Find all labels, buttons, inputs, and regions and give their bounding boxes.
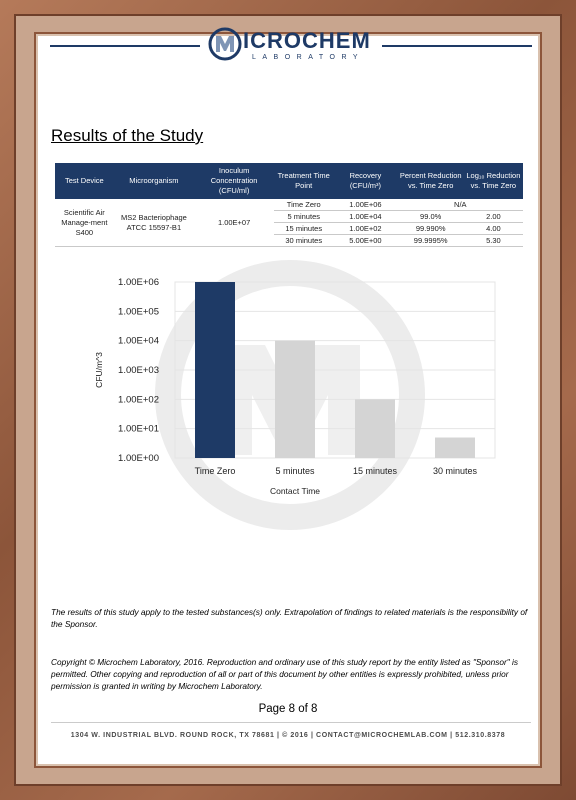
bar — [275, 341, 315, 458]
y-tick-label: 1.00E+00 — [118, 453, 159, 464]
col-header: Treatment Time Point — [274, 163, 333, 199]
y-tick-label: 1.00E+04 — [118, 335, 159, 347]
bar — [355, 399, 395, 458]
x-tick-label: 5 minutes — [275, 466, 315, 476]
cell-inoculum: 1.00E+07 — [194, 199, 274, 247]
footer-rule — [51, 722, 531, 723]
cell-percent: 99.990% — [398, 223, 464, 235]
col-header: Percent Reduction vs. Time Zero — [398, 163, 464, 199]
cell-recovery: 5.00E+00 — [333, 235, 397, 247]
logo-subtitle: LABORATORY — [252, 54, 365, 61]
cell-percent: 99.0% — [398, 211, 464, 223]
y-tick-label: 1.00E+05 — [118, 306, 159, 318]
cell-percent: 99.9995% — [398, 235, 464, 247]
page-number: Page 8 of 8 — [258, 703, 318, 715]
col-header: Log₁₀ Reduction vs. Time Zero — [464, 163, 523, 199]
cell-recovery: 1.00E+02 — [333, 223, 397, 235]
x-tick-label: Time Zero — [194, 466, 236, 476]
header-rule-left — [50, 45, 200, 47]
reduction-chart — [80, 268, 510, 508]
cell-log: 2.00 — [464, 211, 523, 223]
table-header-row — [55, 163, 523, 199]
copyright-notice: Copyright © Microchem Laboratory, 2016. Reproduction and ordinary use of this study report by the entity listed as "Sponsor" is permitted. Other copying and reproduction of all or part of this document by other entities is expressly prohibited, unless prior permission is granted in writing by Microchem Laboratory. — [51, 657, 519, 691]
col-header: Microorganism — [114, 163, 194, 199]
cell-time: Time Zero — [274, 199, 333, 211]
cell-recovery: 1.00E+06 — [333, 199, 397, 211]
cell-percent: N/A — [398, 199, 523, 211]
results-table — [55, 163, 523, 247]
footer-contact: 1304 W. INDUSTRIAL BLVD. ROUND ROCK, TX 78681 | © 2016 | CONTACT@MICROCHEMLAB.COM | 512.310.8378 — [70, 732, 506, 739]
col-header: Recovery (CFU/m³) — [333, 163, 397, 199]
cell-time: 15 minutes — [274, 223, 333, 235]
cell-time: 5 minutes — [274, 211, 333, 223]
y-tick-label: 1.00E+02 — [118, 394, 159, 406]
chart-svg — [80, 268, 510, 508]
cell-recovery: 1.00E+04 — [333, 211, 397, 223]
cell-microorganism: MS2 Bacteriophage ATCC 15597-B1 — [114, 199, 194, 247]
col-header: Test Device — [55, 163, 114, 199]
microchem-logo — [208, 27, 370, 71]
y-tick-label: 1.00E+01 — [118, 423, 159, 435]
y-tick-label: 1.00E+06 — [118, 277, 159, 288]
header-rule-right — [382, 45, 532, 47]
y-axis-label: CFU/m^3 — [94, 352, 104, 388]
x-tick-label: 15 minutes — [352, 466, 398, 476]
table-row — [55, 199, 523, 211]
section-heading: Results of the Study — [51, 126, 204, 145]
y-tick-label: 1.00E+03 — [118, 365, 159, 376]
logo-m-icon — [208, 27, 242, 61]
col-header: Inoculum Concentration (CFU/ml) — [194, 163, 274, 199]
cell-time: 30 minutes — [274, 235, 333, 247]
bar — [435, 437, 475, 458]
x-axis-label: Contact Time — [269, 486, 321, 496]
logo-wordmark: ICROCHEM — [243, 28, 371, 53]
cell-log: 5.30 — [464, 235, 523, 247]
x-tick-label: 30 minutes — [432, 466, 478, 476]
results-footnote: The results of this study apply to the tested substances(s) only. Extrapolation of findings to related materials is the responsibility of the Sponsor. — [51, 607, 528, 629]
cell-log: 4.00 — [464, 223, 523, 235]
cell-device: Scientific Air Manage-ment S400 — [55, 199, 114, 247]
bar — [195, 282, 235, 458]
